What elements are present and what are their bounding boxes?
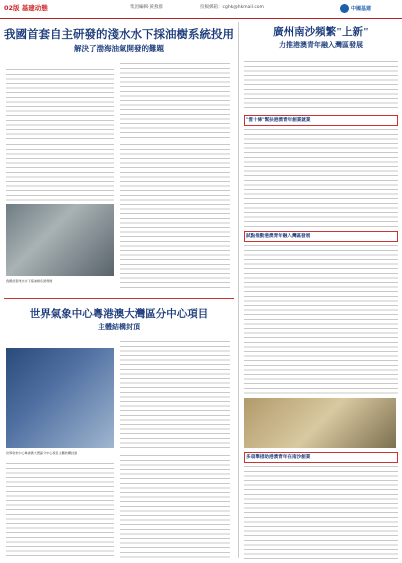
article-body-col3 xyxy=(120,454,230,558)
section-label: 02版 基建动態 xyxy=(4,4,48,12)
column-divider xyxy=(238,22,239,558)
article-body-col3 xyxy=(6,143,114,201)
section-divider xyxy=(4,298,234,299)
subhead-b: 試點推動港澳青年融入灣區發展 xyxy=(246,234,311,239)
photo-caption: 我國首套淺水水下採油樹系統現場 xyxy=(6,279,53,283)
article-body-col1 xyxy=(120,340,230,450)
article-subtitle: 主體結構封頂 xyxy=(98,323,140,331)
edition-editor: 集团編輯·黃燕群 xyxy=(130,5,163,10)
article-subtitle: 力推港澳青年融入灣區發展 xyxy=(279,41,363,49)
article-oil-tree xyxy=(4,28,234,55)
article-body-col1 xyxy=(6,68,114,140)
article-body-b xyxy=(244,244,398,394)
weather-center-photo xyxy=(6,348,114,448)
subhead-c: 多項舉措助港澳青年在南沙創業 xyxy=(246,455,311,460)
article-title: 我國首套自主研發的淺水水下採油樹系統投用 xyxy=(4,29,234,41)
oil-tree-photo xyxy=(6,204,114,276)
logo-icon xyxy=(340,4,349,13)
article-weather-center xyxy=(4,308,234,333)
article-title: 世界氣象中心粵港澳大灣區分中心項目 xyxy=(29,309,209,320)
article-body-col2 xyxy=(6,462,114,558)
logo-text: 中國基建 xyxy=(351,5,372,12)
article-body-col4 xyxy=(120,143,230,289)
nansha-photo xyxy=(244,398,396,448)
article-body-c xyxy=(244,465,398,559)
article-subtitle: 解決了渤海油氣開發的難題 xyxy=(74,44,164,53)
subhead-a: "雲十條"幫扶港澳青年創業就業 xyxy=(246,118,311,123)
page-header xyxy=(0,0,402,19)
article-title: 廣州南沙頻繁"上新" xyxy=(273,27,369,38)
masthead-logo xyxy=(340,2,398,14)
article-body-intro xyxy=(244,60,398,112)
article-body-a xyxy=(244,128,398,228)
article-nansha xyxy=(244,26,398,51)
photo-caption: 世界氣象中心粵港澳大灣區分中心項目主體結構封頂 xyxy=(6,451,78,455)
submission-email: 投稿郵箱：cghk@hkmail.com xyxy=(200,5,264,10)
article-body-col2 xyxy=(120,62,230,140)
